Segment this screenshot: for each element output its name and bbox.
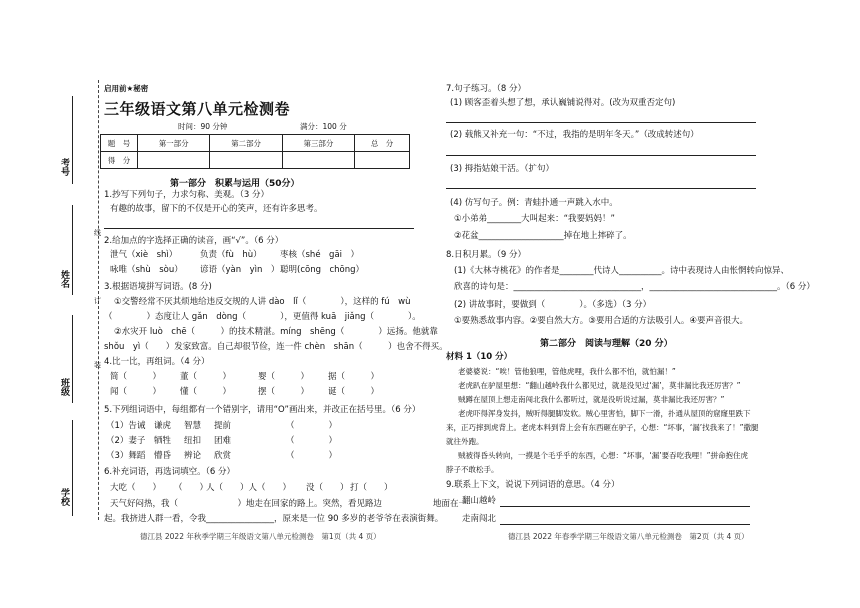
page-title: 三年级语文第八单元检测卷 xyxy=(104,100,291,118)
exam-number-line xyxy=(72,96,73,184)
q2-option[interactable]: 泄气（xiè shì） xyxy=(110,250,178,260)
q7-sentence-3: (3) 拇指姑娘干活。（扩句） xyxy=(450,164,554,174)
page-footer-left: 德江县 2022 年秋季学期三年级语文第八单元检测卷 第1页（共 4 页） xyxy=(140,532,381,541)
q8-prompt: 8.日积月累。（9 分） xyxy=(446,250,526,260)
q3-line: ②水灾开 luò chē（ ）的技术精湛。míng shēng（ ）远扬。他就靠 xyxy=(114,327,438,337)
reading-line: 老婆婆说：“唉！管他狼哩，管他虎哩，我什么都不怕，就怕漏！” xyxy=(458,367,676,376)
q2-option[interactable]: 谚语（yàn yìn ） xyxy=(200,265,280,275)
score-cell: 题 号 xyxy=(101,135,138,152)
score-table-score-row xyxy=(101,152,410,169)
q4-item[interactable]: 懂（ ） xyxy=(180,387,232,397)
score-table xyxy=(100,134,410,169)
q1-prompt: 1.抄写下列句子，力求匀称、美观。（3 分） xyxy=(104,190,269,200)
reading-line: 来，正巧摔到虎背上。老虎本料到背上会有东西砸在驴子，心想：“坏事，‘漏’找我来了！”撒腿 xyxy=(446,423,759,432)
q9-answer-line-1[interactable] xyxy=(500,506,750,507)
score-cell: 第二部分 xyxy=(210,135,282,152)
label-exam-number: 考号 xyxy=(59,158,69,176)
exam-time: 时间：90 分钟 xyxy=(178,122,228,131)
q5-prompt: 5.下列组词语中，每组都有一个错别字，请用“O”画出来，并改正在括号里。（6 分） xyxy=(104,405,421,415)
q6-paragraph-line: 起。我挤进人群一看，令我________________，原来是一位 90 多岁的老爷爷在表演街舞。 xyxy=(104,514,444,524)
q5-word[interactable]: 团难 xyxy=(214,436,232,446)
reading-line: 贼被得昏头转向，一摸是个毛乎乎的东西，心想：“坏事，‘漏’要吞吃我哩！”拼命抱住虎 xyxy=(458,451,749,460)
q8-line[interactable]: (2) 讲故事时，要做到（ ）。（多选）（3 分） xyxy=(454,300,652,310)
q6-prompt: 6.补充词语，再选词填空。（6 分） xyxy=(104,467,235,477)
q9-word-1: 翻山越岭 xyxy=(462,496,497,506)
q2-option[interactable]: 负责（fù hù） xyxy=(200,250,262,260)
q5-word[interactable]: （1）告诫 xyxy=(106,421,146,431)
q5-word[interactable]: 懵昏 xyxy=(154,451,172,461)
q1-writing-line[interactable] xyxy=(104,228,414,229)
q4-item[interactable]: 诞（ ） xyxy=(328,387,380,397)
material-label: 材料 1（10 分） xyxy=(446,352,513,362)
q7-prompt: 7.句子练习。（8 分） xyxy=(446,84,526,94)
q4-item[interactable]: 摆（ ） xyxy=(258,387,310,397)
school-line xyxy=(72,420,73,516)
part1-heading: 第一部分 积累与运用（50分） xyxy=(170,179,300,189)
q9-answer-line-2[interactable] xyxy=(500,524,750,525)
q7-sentence-1: (1) 顾客歪着头想了想，承认巍铺说得对。(改为双重否定句) xyxy=(450,98,676,108)
q8-line[interactable]: 欣喜的诗句是：______________________________，______________________________。（6 分） xyxy=(454,282,815,292)
seal-char-line: 线 xyxy=(94,229,101,237)
q2-prompt: 2.给加点的字选择正确的读音，画“√”。（6 分） xyxy=(104,236,284,246)
seal-char-bind: 订 xyxy=(94,297,101,305)
score-cell: 第三部分 xyxy=(282,135,354,152)
q2-option[interactable]: 咏唯（shù sòu） xyxy=(110,265,183,275)
q7-sentence-4a[interactable]: ①小弟弟________大叫起来：“我要妈妈！” xyxy=(454,214,615,224)
score-input-cell[interactable] xyxy=(282,152,354,169)
score-cell: 得 分 xyxy=(101,152,138,169)
q1-sentence: 有趣的故事，留下的不仅是开心的笑声，还有许多思考。 xyxy=(110,204,323,214)
page-footer-right: 德江县 2022 年春季学期三年级语文第八单元检测卷 第2页（共 4 页） xyxy=(508,532,749,541)
q5-word[interactable]: 智慧 xyxy=(184,421,202,431)
q4-prompt: 4.比一比，再组词。（4 分） xyxy=(104,357,210,367)
q6-paragraph-line: 天气好闷热，我（ ）地走在回家的路上。突然，看见路边 地面在一 xyxy=(110,499,468,509)
q2-option[interactable]: 聪明(cōng chōng） xyxy=(280,265,365,275)
q5-word[interactable]: （3）舞蹈 xyxy=(106,451,146,461)
q5-answer[interactable]: （ ） xyxy=(286,421,338,431)
q4-item[interactable]: 据（ ） xyxy=(328,372,380,382)
seal-char-mount: 装 xyxy=(94,361,101,369)
q5-answer[interactable]: （ ） xyxy=(286,451,338,461)
score-input-cell[interactable] xyxy=(355,152,410,169)
reading-line: 老虎趴在驴屋里想：“翻山越岭我什么都见过，就是没见过‘漏’，莫非漏比我还厉害？” xyxy=(458,381,741,390)
q7-answer-line-2[interactable] xyxy=(446,155,756,156)
secret-label: 启用前★秘密 xyxy=(104,84,149,93)
reading-line: 老虎吓得浑身发抖，贼听得腿脚发软。贼心里害怕，脚下一滑，扑通从屋顶的窟窿里跌下 xyxy=(458,409,751,418)
reading-line: 脖子不敢松手。 xyxy=(446,465,499,474)
q5-word[interactable]: 欣赏 xyxy=(214,451,232,461)
q7-answer-line-3[interactable] xyxy=(446,188,756,189)
name-line xyxy=(72,205,73,295)
q6-idiom[interactable]: 大吃（ ） xyxy=(110,483,162,493)
score-input-cell[interactable] xyxy=(138,152,210,169)
q4-item[interactable]: 简（ ） xyxy=(110,372,162,382)
q4-item[interactable]: 闻（ ） xyxy=(110,387,162,397)
label-name: 姓名 xyxy=(59,270,69,288)
q5-word[interactable]: 提前 xyxy=(214,421,232,431)
q5-word[interactable]: 牺牲 xyxy=(154,436,172,446)
q6-idiom[interactable]: （ ） xyxy=(174,483,209,493)
q8-line[interactable]: (1)《大林寺桃花》的作者是________代诗人__________。诗中表现诗人由怅惘转向惊异、 xyxy=(454,266,790,276)
q8-options: ①要熟悉故事内容。②要自然大方。③要用合适的方法吸引人。④要声音很大。 xyxy=(454,316,748,326)
q3-prompt: 3.根据语境拼写词语。(8 分) xyxy=(104,282,212,292)
q5-word[interactable]: 纽扣 xyxy=(184,436,202,446)
reading-line: 就往外跑。 xyxy=(446,437,484,446)
q3-line: （ ）态度让人 gǎn dòng（ ），更值得 kuā jiǎng（ ）。 xyxy=(104,312,421,322)
q4-item[interactable]: 董（ ） xyxy=(180,372,232,382)
q9-prompt: 9.联系上下文，说说下列词语的意思。（4 分） xyxy=(446,480,620,490)
score-cell: 总 分 xyxy=(355,135,410,152)
label-class: 班级 xyxy=(59,378,69,396)
q7-sentence-4: (4) 仿写句子。例：青蛙扑通一声跳入水中。 xyxy=(450,198,618,208)
q7-sentence-2: (2) 载熊又补充一句：“不过，我指的是明年冬天。”（改成转述句） xyxy=(450,130,699,140)
exam-total-score: 满分：100 分 xyxy=(300,122,347,131)
q6-idiom[interactable]: 打（ ） xyxy=(350,483,393,493)
q3-line: shǒu yì（ ）发家致富。自己却很节俭，连一件 chèn shān（ ）也舍不得买。 xyxy=(104,342,448,352)
part2-heading: 第二部分 阅读与理解（20 分） xyxy=(540,339,673,349)
q4-item[interactable]: 婴（ ） xyxy=(258,372,310,382)
score-input-cell[interactable] xyxy=(210,152,282,169)
q5-word[interactable]: 辨论 xyxy=(184,451,202,461)
label-school: 学校 xyxy=(59,488,69,506)
q7-sentence-4b[interactable]: ②花盆____________________掉在地上摔碎了。 xyxy=(454,231,632,241)
q6-idiom[interactable]: 没（ ） xyxy=(306,483,349,493)
q7-answer-line-1[interactable] xyxy=(446,122,756,123)
q6-idiom[interactable]: 人（ ）人（ ） xyxy=(206,483,292,493)
score-table-header-row xyxy=(101,135,410,152)
q5-word[interactable]: 谦虎 xyxy=(154,421,172,431)
q5-answer[interactable]: （ ） xyxy=(286,436,338,446)
reading-line: 贼蹲在屋顶上想走南闯北我什么都听过，就是没听说过漏，莫非漏比我还厉害？” xyxy=(458,395,725,404)
q5-word[interactable]: （2）妻子 xyxy=(106,436,146,446)
class-line xyxy=(72,315,73,403)
q3-line: ①交警经常不厌其烦地给违反交规的人讲 dào lǐ（ ），这样的 fú wù xyxy=(114,297,411,307)
q9-word-2: 走南闯北 xyxy=(462,514,497,524)
q2-option[interactable]: 枣核（shé gāi ） xyxy=(280,250,360,260)
score-cell: 第一部分 xyxy=(138,135,210,152)
